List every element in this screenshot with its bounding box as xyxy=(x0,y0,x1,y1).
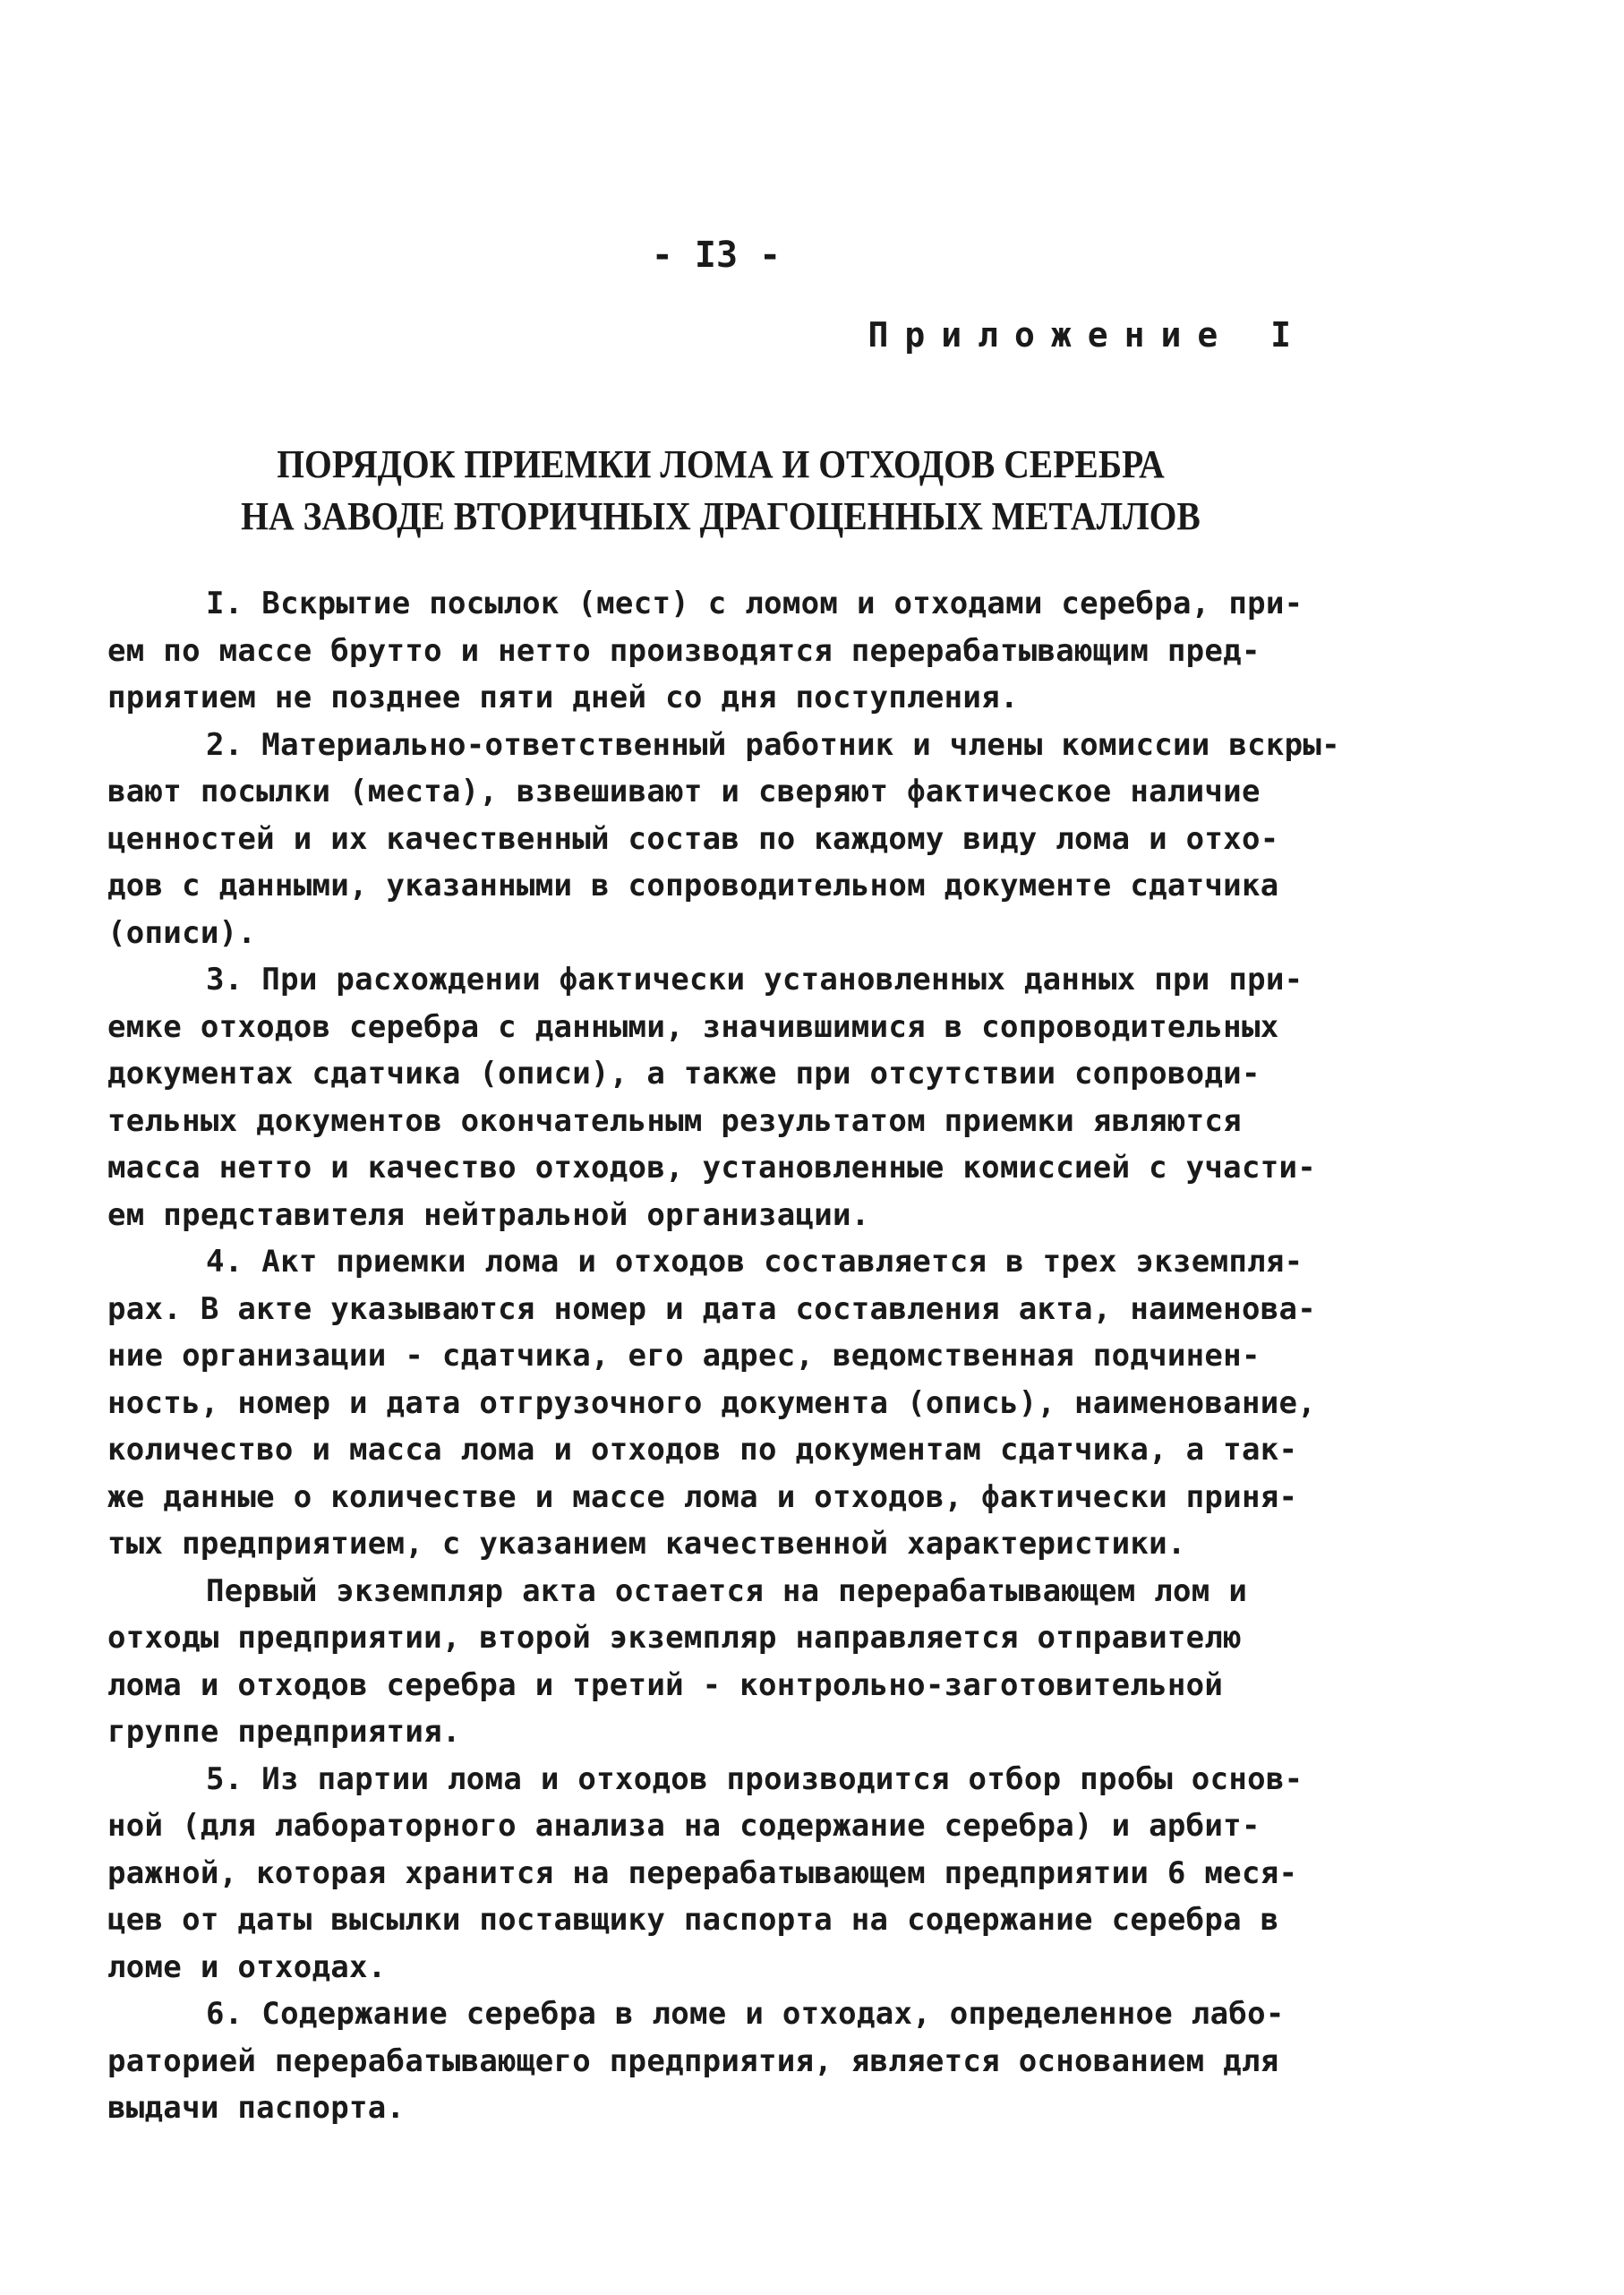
text-line: ражной, которая хранится на перерабатывающем предприятии 6 меся- xyxy=(107,1854,1298,1891)
text-line: ем по массе брутто и нетто производятся перерабатывающим пред- xyxy=(107,632,1261,669)
text-line: Первый экземпляр акта остается на перерабатывающем лом и xyxy=(206,1572,1248,1609)
text-line: масса нетто и качество отходов, установленные комиссией с участи- xyxy=(107,1150,1317,1186)
text-line: дов с данными, указанными в сопроводительном документе сдатчика xyxy=(107,868,1279,903)
text-line: 2. Материально-ответственный работник и члены комиссии вскры- xyxy=(206,726,1340,763)
text-line: раторией перерабатывающего предприятия, является основанием для xyxy=(107,2042,1279,2079)
text-line: количество и масса лома и отходов по документам сдатчика, а так- xyxy=(107,1432,1298,1468)
title-line-1: ПОРЯДОК ПРИЕМКИ ЛОМА И ОТХОДОВ СЕРЕБРА xyxy=(277,442,1165,486)
title-line-2: НА ЗАВОДЕ ВТОРИЧНЫХ ДРАГОЦЕННЫХ МЕТАЛЛОВ xyxy=(241,494,1201,538)
text-line: отходы предприятии, второй экземпляр направляется отправителю xyxy=(107,1620,1242,1656)
text-line: 3. При расхождении фактически установленных данных при при- xyxy=(206,962,1303,998)
text-line: I. Вскрытие посылок (мест) с ломом и отходами серебра, при- xyxy=(206,586,1303,621)
text-line: ценностей и их качественный состав по каждому виду лома и отхо- xyxy=(107,820,1279,857)
text-line: ние организации - сдатчика, его адрес, ведомственная подчинен- xyxy=(107,1338,1261,1374)
page-number: - I3 - xyxy=(651,235,782,276)
text-line: 4. Акт приемки лома и отходов составляется в трех экземпля- xyxy=(206,1244,1303,1280)
text-line: вают посылки (места), взвешивают и сверяют фактическое наличие xyxy=(107,774,1261,809)
text-line: лома и отходов серебра и третий - контрольно-заготовительной xyxy=(107,1666,1224,1703)
body-text xyxy=(107,580,1343,2132)
text-line: ной (для лабораторного анализа на содержание серебра) и арбит- xyxy=(107,1808,1261,1844)
text-line: ность, номер и дата отгрузочного документа (опись), наименование, xyxy=(107,1384,1317,1421)
appendix-label: Приложение I xyxy=(868,315,1307,355)
document-title xyxy=(73,439,1370,543)
text-line: емке отходов серебра с данными, значившимися в сопроводительных xyxy=(107,1008,1279,1045)
text-line: ем представителя нейтральной организации. xyxy=(107,1196,870,1233)
text-line: ломе и отходах. xyxy=(107,1948,387,1985)
text-line: же данные о количестве и массе лома и отходов, фактически приня- xyxy=(107,1478,1298,1515)
text-line: тельных документов окончательным результатом приемки являются xyxy=(107,1102,1242,1139)
text-line: рах. В акте указываются номер и дата составления акта, наименова- xyxy=(107,1290,1317,1327)
text-line: приятием не позднее пяти дней со дня поступления. xyxy=(107,680,1019,715)
text-line: 5. Из партии лома и отходов производится отбор пробы основ- xyxy=(206,1760,1303,1797)
text-line: цев от даты высылки поставщику паспорта на содержание серебра в xyxy=(107,1902,1279,1938)
text-line: документах сдатчика (описи), а также при отсутствии сопроводи- xyxy=(107,1056,1261,1092)
text-line: группе предприятия. xyxy=(107,1714,461,1750)
text-line: 6. Содержание серебра в ломе и отходах, определенное лабо- xyxy=(206,1996,1285,2032)
text-line: (описи). xyxy=(107,914,257,951)
text-line: выдачи паспорта. xyxy=(107,2090,406,2126)
text-line: тых предприятием, с указанием качественной характеристики. xyxy=(107,1526,1186,1562)
